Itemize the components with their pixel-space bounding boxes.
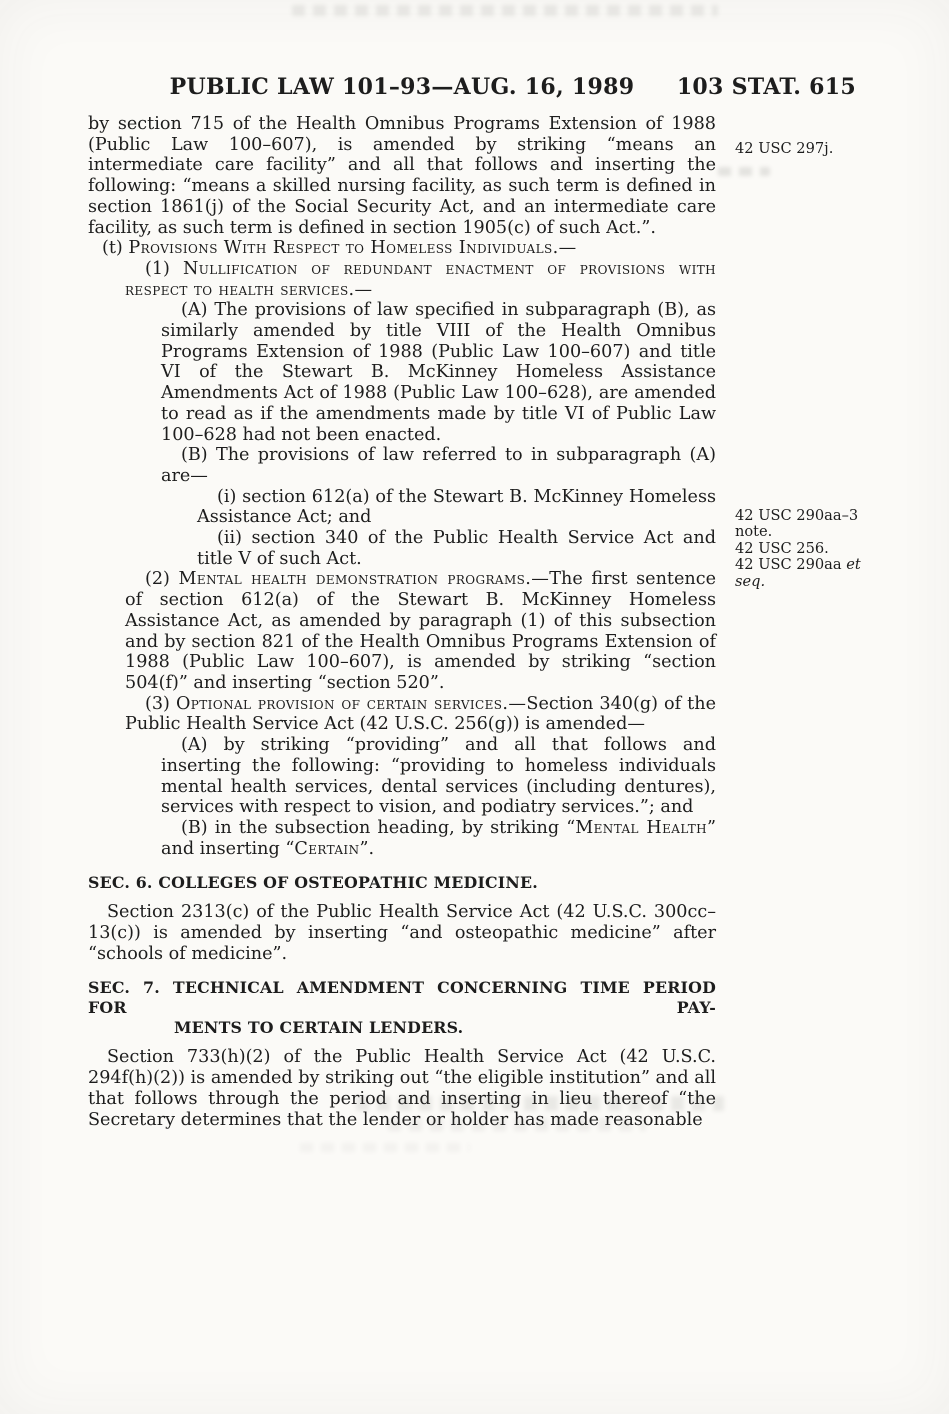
margin-note-line-1 xyxy=(735,508,863,541)
scan-artifact-bottom-1 xyxy=(356,1096,724,1111)
text-run: Section 733(h)(2) of the Public Health Service Act (42 U.S.C. 294f(h)(2)) is amended by striking out “the eligible institution” and all that follows through the period and inserting in lieu thereof “the Secretary determines that the lender or holder has made reasonable xyxy=(88,1047,716,1130)
small-caps-run: Provisions With Respect to Homeless Individuals.— xyxy=(128,238,577,259)
text-run: (i) section 612(a) of the Stewart B. McKinney Homeless Assistance Act; and xyxy=(197,486,716,528)
margin-note-line-2 xyxy=(735,541,863,557)
scan-artifact-bottom-2 xyxy=(388,1118,646,1131)
text-run: ” and inserting “ xyxy=(161,817,717,859)
margin-note-block xyxy=(735,508,863,590)
text-run: (B) in the subsection heading, by striking “ xyxy=(181,817,576,838)
subparagraph-A xyxy=(161,300,716,445)
text-run: (3) xyxy=(145,693,176,714)
text-run: (2) xyxy=(145,569,179,590)
subparagraph-B xyxy=(161,445,716,486)
text-run: Section 340(g) of the Public Health Service Act (42 U.S.C. 256(g)) is amended— xyxy=(125,693,716,735)
paragraph-3-subparagraph-B xyxy=(161,818,716,859)
clause-ii xyxy=(197,528,716,569)
section-6-heading xyxy=(88,873,716,893)
paragraph-3-subparagraph-A xyxy=(161,735,716,818)
text-run: MENTS TO CERTAIN LENDERS. xyxy=(174,1018,464,1038)
small-caps-run: Mental Health xyxy=(575,817,708,838)
text-run: SEC. 7. TECHNICAL AMENDMENT CONCERNING TIME PERIOD FOR PAY- xyxy=(88,978,716,1018)
text-run: (t) xyxy=(102,238,129,259)
small-caps-run: Certain xyxy=(294,838,360,859)
paragraph-2 xyxy=(125,569,716,693)
scan-artifact-bottom-3 xyxy=(300,1143,470,1152)
subsection-t-heading xyxy=(88,238,716,259)
text-run: by section 715 of the Health Omnibus Programs Extension of 1988 (Public Law 100–607), is amended by striking “means an intermediate care facility” and all that follows and inserting the following: “means a skilled nursing facility, as such term is defined in section 1861(j) of the Social Security Act, and an intermediate care facility, as such term is defined in section 1905(c) of such Act.”. xyxy=(88,114,716,238)
text-run: The first sentence of section 612(a) of the Stewart B. McKinney Homeless Assistance Act, as amended by paragraph (1) of this subsection and by section 821 of the Health Omnibus Programs Extension of 1988 (Public Law 100–607), is amended by striking “section 504(f)” and inserting “section 520”. xyxy=(125,569,717,693)
text-run: Section 2313(c) of the Public Health Service Act (42 U.S.C. 300cc–13(c)) is amended by inserting “and osteopathic medicine” after “schools of medicine”. xyxy=(88,902,716,964)
page-title: PUBLIC LAW 101–93—AUG. 16, 1989 xyxy=(169,74,635,100)
text-run: (1) xyxy=(145,258,183,279)
text-run: SEC. 6. COLLEGES OF OSTEOPATHIC MEDICINE. xyxy=(88,873,538,893)
scan-artifact-margin xyxy=(718,167,770,176)
paragraph-1-heading xyxy=(125,259,716,300)
continuation-paragraph xyxy=(88,114,716,238)
text-run: (ii) section 340 of the Public Health Service Act and title V of such Act. xyxy=(197,528,716,569)
stat-page-number: 103 STAT. 615 xyxy=(676,74,856,100)
margin-note-usc-297j: 42 USC 297j. xyxy=(735,140,834,157)
running-head xyxy=(0,74,949,104)
small-caps-run: Mental health demonstration programs.— xyxy=(178,569,550,590)
section-7-heading-line-1 xyxy=(88,978,716,1018)
text-run: 42 USC 290aa xyxy=(735,556,847,574)
text-run: (A) The provisions of law specified in subparagraph (B), as similarly amended by title VIII of the Health Omnibus Programs Extension of 1988 (Public Law 100–607) and title VI of the Stewart B. McKinney Homeless Assistance Amendments Act of 1988 (Public Law 100–628), are amended to read as if the amendments made by title VI of Public Law 100–628 had not been enacted. xyxy=(161,300,716,445)
body-blocks xyxy=(88,114,716,1130)
text-run: (A) by striking “providing” and all that follows and inserting the following: “providing to homeless individuals mental health services, dental services (including dentures), services with respect to vision, and podiatry services.”; and xyxy=(161,735,716,818)
text-run: ”. xyxy=(359,838,375,859)
paragraph-3 xyxy=(125,694,716,735)
text-run: 42 USC 256. xyxy=(735,539,829,557)
margin-note-line-3 xyxy=(735,557,863,590)
text-run: 42 USC 290aa–3 note. xyxy=(735,507,859,541)
small-caps-run: Nullification of redundant enactment of provisions with respect to health services.— xyxy=(125,258,716,300)
section-6-body xyxy=(88,902,716,964)
clause-i xyxy=(197,487,716,528)
text-run: (B) The provisions of law referred to in subparagraph (A) are— xyxy=(161,445,716,486)
scan-artifact-top xyxy=(292,5,718,16)
italic-run: et seq. xyxy=(735,556,861,590)
small-caps-run: Optional provision of certain services.— xyxy=(175,693,527,714)
section-7-heading-line-2 xyxy=(174,1018,716,1038)
